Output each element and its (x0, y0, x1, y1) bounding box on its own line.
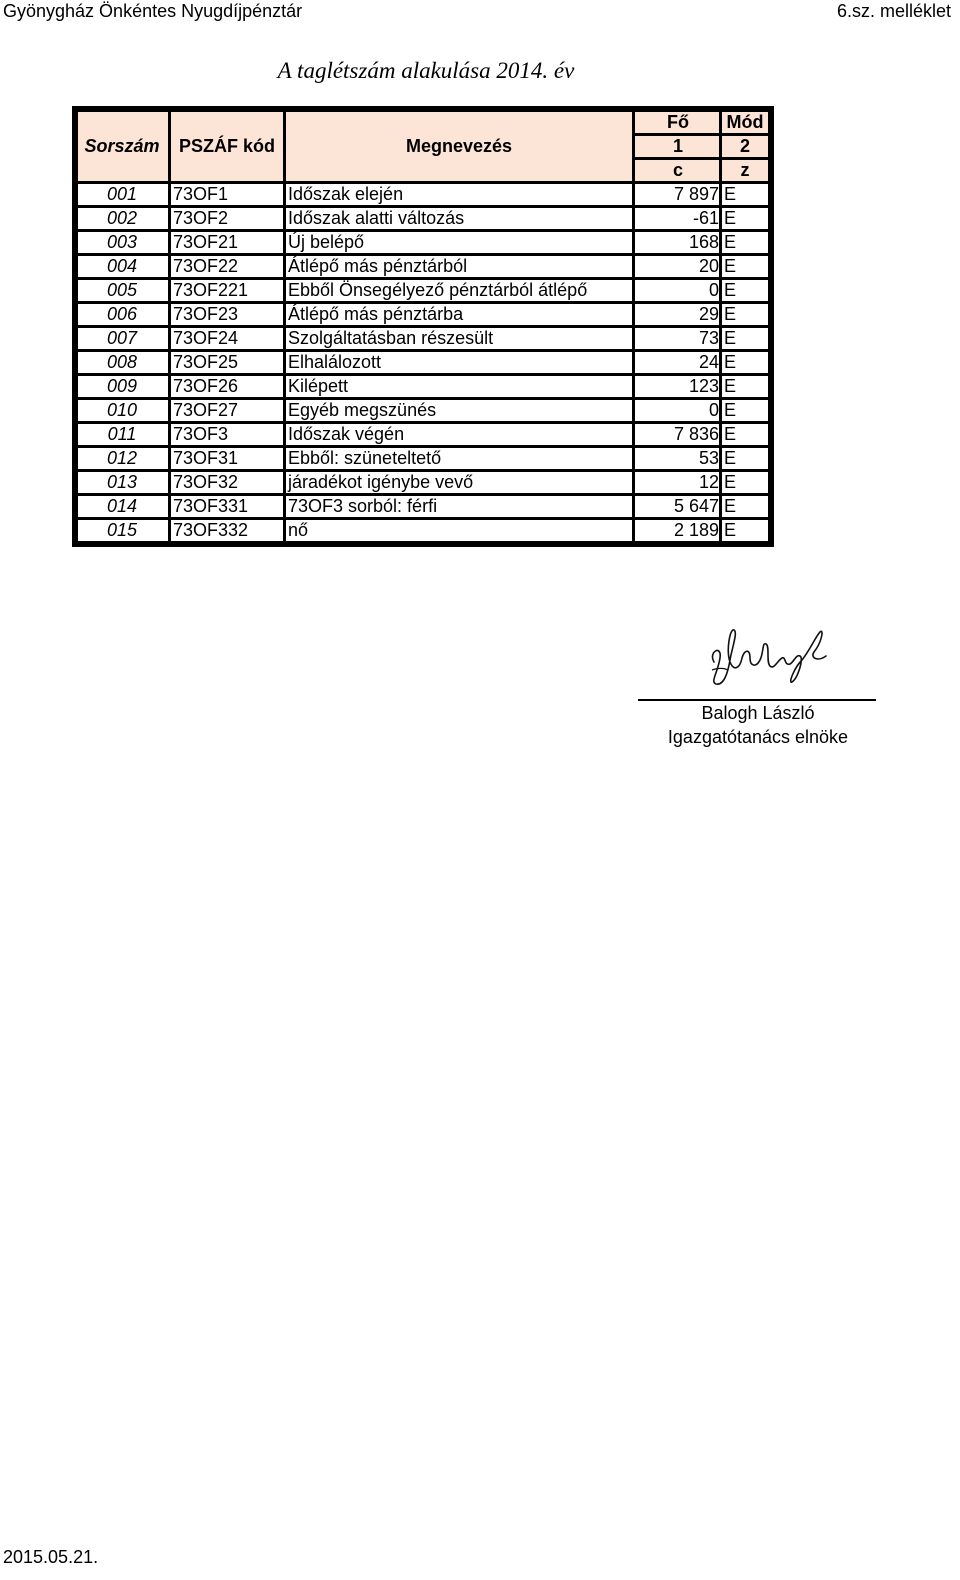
signatory-role: Igazgatótanács elnöke (667, 727, 849, 747)
row-mode: E (722, 424, 768, 445)
table-row (78, 400, 768, 421)
row-number: 009 (78, 376, 168, 397)
table-row (78, 184, 768, 205)
header-megnevezes: Megnevezés (286, 112, 632, 181)
row-number: 013 (78, 472, 168, 493)
row-code: 73OF24 (171, 328, 283, 349)
row-code: 73OF26 (171, 376, 283, 397)
row-mode: E (722, 328, 768, 349)
row-value: 53 (635, 448, 719, 469)
header-sorszam: Sorszám (78, 112, 168, 181)
row-value: 2 189 (635, 520, 719, 541)
row-number: 014 (78, 496, 168, 517)
membership-table-frame (72, 106, 774, 547)
row-code: 73OF21 (171, 232, 283, 253)
row-name: Ebből: szüneteltető (286, 448, 632, 469)
row-number: 011 (78, 424, 168, 445)
table-row (78, 472, 768, 493)
row-number: 008 (78, 352, 168, 373)
row-name: nő (286, 520, 632, 541)
row-value: 7 897 (635, 184, 719, 205)
row-value: 168 (635, 232, 719, 253)
row-code: 73OF3 (171, 424, 283, 445)
row-name: Ebből Önsegélyező pénztárból átlépő (286, 280, 632, 301)
row-code: 73OF25 (171, 352, 283, 373)
table-row (78, 280, 768, 301)
row-value: 12 (635, 472, 719, 493)
row-code: 73OF31 (171, 448, 283, 469)
row-number: 010 (78, 400, 168, 421)
header-mod-code: z (722, 160, 768, 181)
row-mode: E (722, 232, 768, 253)
row-name: Szolgáltatásban részesült (286, 328, 632, 349)
row-name: 73OF3 sorból: férfi (286, 496, 632, 517)
organization-name: Gyönygház Önkéntes Nyugdíjpénztár (3, 1, 303, 21)
row-name: Elhalálozott (286, 352, 632, 373)
header-fo: Fő (635, 112, 719, 133)
row-name: járadékot igénybe vevő (286, 472, 632, 493)
row-number: 006 (78, 304, 168, 325)
signatory-name: Balogh László (701, 703, 815, 723)
table-row (78, 208, 768, 229)
row-code: 73OF22 (171, 256, 283, 277)
membership-table (75, 109, 771, 544)
row-name: Átlépő más pénztárba (286, 304, 632, 325)
row-name: Időszak elején (286, 184, 632, 205)
row-mode: E (722, 304, 768, 325)
handwritten-signature (704, 622, 834, 692)
row-number: 005 (78, 280, 168, 301)
row-code: 73OF221 (171, 280, 283, 301)
row-mode: E (722, 352, 768, 373)
document-date: 2015.05.21. (3, 1547, 99, 1567)
row-number: 003 (78, 232, 168, 253)
row-code: 73OF1 (171, 184, 283, 205)
row-value: 7 836 (635, 424, 719, 445)
page-title: A taglétszám alakulása 2014. év (277, 58, 575, 83)
row-mode: E (722, 280, 768, 301)
row-mode: E (722, 184, 768, 205)
table-row (78, 304, 768, 325)
row-number: 002 (78, 208, 168, 229)
header-mod: Mód (722, 112, 768, 133)
row-code: 73OF332 (171, 520, 283, 541)
table-row (78, 496, 768, 517)
header-pszaf-kod: PSZÁF kód (171, 112, 283, 181)
table-row (78, 352, 768, 373)
table-body (78, 184, 768, 541)
table-row (78, 232, 768, 253)
row-number: 015 (78, 520, 168, 541)
table-row (78, 376, 768, 397)
row-value: 24 (635, 352, 719, 373)
table-row (78, 448, 768, 469)
row-value: 0 (635, 280, 719, 301)
row-mode: E (722, 448, 768, 469)
row-value: 0 (635, 400, 719, 421)
row-name: Időszak végén (286, 424, 632, 445)
header-fo-number: 1 (635, 136, 719, 157)
row-code: 73OF2 (171, 208, 283, 229)
row-number: 001 (78, 184, 168, 205)
row-mode: E (722, 496, 768, 517)
row-name: Kilépett (286, 376, 632, 397)
row-mode: E (722, 376, 768, 397)
attachment-label: 6.sz. melléklet (836, 1, 951, 21)
row-mode: E (722, 208, 768, 229)
row-name: Átlépő más pénztárból (286, 256, 632, 277)
row-number: 004 (78, 256, 168, 277)
row-code: 73OF331 (171, 496, 283, 517)
row-number: 007 (78, 328, 168, 349)
row-mode: E (722, 256, 768, 277)
row-number: 012 (78, 448, 168, 469)
header-mod-number: 2 (722, 136, 768, 157)
row-name: Időszak alatti változás (286, 208, 632, 229)
row-mode: E (722, 400, 768, 421)
table-row (78, 328, 768, 349)
signature-line (638, 699, 876, 701)
table-row (78, 520, 768, 541)
row-value: 20 (635, 256, 719, 277)
row-code: 73OF32 (171, 472, 283, 493)
row-value: 29 (635, 304, 719, 325)
table-row (78, 424, 768, 445)
row-code: 73OF27 (171, 400, 283, 421)
row-value: 123 (635, 376, 719, 397)
header-fo-code: c (635, 160, 719, 181)
row-mode: E (722, 520, 768, 541)
row-value: -61 (635, 208, 719, 229)
row-name: Egyéb megszünés (286, 400, 632, 421)
row-code: 73OF23 (171, 304, 283, 325)
row-name: Új belépő (286, 232, 632, 253)
row-value: 73 (635, 328, 719, 349)
row-mode: E (722, 472, 768, 493)
table-row (78, 256, 768, 277)
row-value: 5 647 (635, 496, 719, 517)
